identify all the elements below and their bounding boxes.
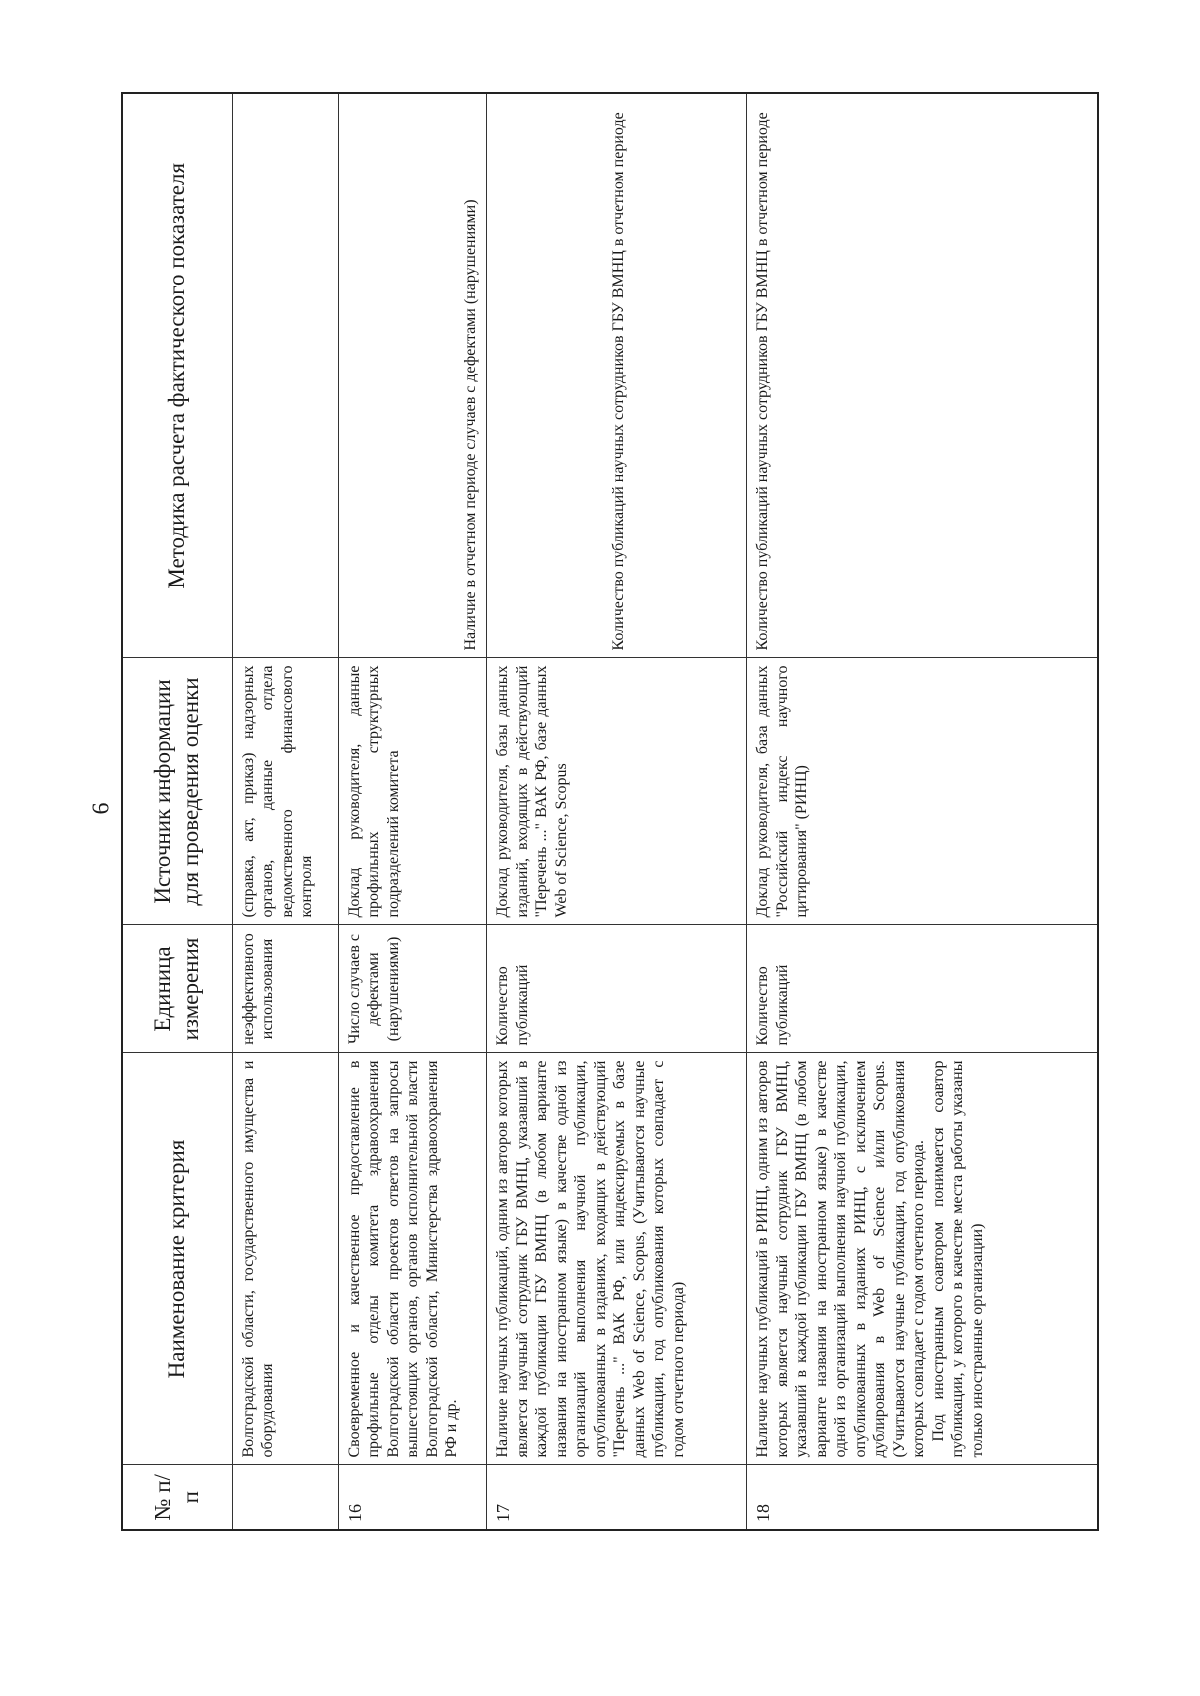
header-num: № п/п	[122, 1465, 232, 1530]
row-num: 18	[747, 1465, 1098, 1530]
row-num	[232, 1465, 338, 1530]
table-row	[232, 93, 338, 1530]
row-num: 16	[338, 1465, 487, 1530]
row-source: Доклад руководителя, база данных "Российский индекс научного цитирования" (РИНЦ)	[747, 658, 1098, 925]
row-unit: Число случаев с дефектами (нарушениями)	[338, 925, 487, 1053]
header-name: Наименование критерия	[122, 1053, 232, 1465]
row-source: Доклад руководителя, базы данных изданий, входящих в действующий "Перечень ..." ВАК РФ, базе данных Web of Science, Scopus	[487, 658, 747, 925]
row-name-note: Под иностранным соавтором понимается соавтор публикации, у которого в качестве места работы указаны только иностранные организации)	[929, 1060, 986, 1458]
row-source: Доклад руководителя, данные профильных структурных подразделений комитета	[338, 658, 487, 925]
rotated-table-wrapper	[121, 94, 1081, 1531]
row-method	[232, 93, 338, 658]
row-method	[487, 93, 747, 658]
row-method: Количество публикаций научных сотрудников ГБУ ВМНЦ в отчетном периоде	[747, 93, 1098, 658]
table-row	[487, 93, 747, 1530]
table-row	[747, 93, 1098, 1530]
row-num: 17	[487, 1465, 747, 1530]
row-name: Волгоградской области, государственного имущества и оборудования	[232, 1053, 338, 1465]
page-number: 6	[88, 802, 115, 815]
row-name	[747, 1053, 1098, 1465]
row-method-spacer	[493, 101, 609, 651]
row-name-text: Наличие научных публикаций в РИНЦ, одним из авторов которых является научный сотрудник ГБУ ВМНЦ, указавший в каждой публикации ГБУ ВМНЦ (в любом варианте названия на иностранном языке) в качестве одной из организаций выполнения научной публикации, опубликованных в изданиях РИНЦ, с исключением дублирования в Web of Science и/или Scopus. (Учитываются научные публикации, год опубликования которых совпадает с годом отчетного периода.	[754, 1060, 928, 1458]
row-name: Своевременное и качественное предоставление в профильные отделы комитета здравоохранения Волгоградской области проектов ответов на запросы вышестоящих органов, органов исполнительной власти Волгоградской области, Министерства здравоохранения РФ и др.	[338, 1053, 487, 1465]
header-source: Источник информации для проведения оценки	[122, 658, 232, 925]
row-name: Наличие научных публикаций, одним из авторов которых является научный сотрудник ГБУ ВМНЦ, указавший в каждой публикации ГБУ ВМНЦ (в любом варианте названия на иностранном языке) в качестве одной из организаций выполнения научной публикации, опубликованных в изданиях, входящих в действующий "Перечень ..." ВАК РФ, или индексируемых в базе данных Web of Science, Scopus, (Учитываются научные публикации, год опубликования которых совпадает с годом отчетного периода)	[487, 1053, 747, 1465]
row-method-text: Наличие в отчетном периоде случаев с дефектами (нарушениями)	[461, 199, 479, 651]
header-method: Методика расчета фактического показателя	[122, 93, 232, 658]
header-row	[122, 93, 232, 1530]
row-method-text: Количество публикаций научных сотрудников ГБУ ВМНЦ в отчетном периоде	[610, 112, 628, 651]
criteria-table	[121, 92, 1099, 1531]
row-method-spacer	[345, 101, 461, 651]
table-row	[338, 93, 487, 1530]
row-unit: неэффективного использования	[232, 925, 338, 1053]
row-unit: Количество публикаций	[747, 925, 1098, 1053]
row-source: (справка, акт, приказ) надзорных органов, данные отдела ведомственного финансового контроля	[232, 658, 338, 925]
header-unit: Единица измерения	[122, 925, 232, 1053]
row-unit: Количество публикаций	[487, 925, 747, 1053]
row-method	[338, 93, 487, 658]
